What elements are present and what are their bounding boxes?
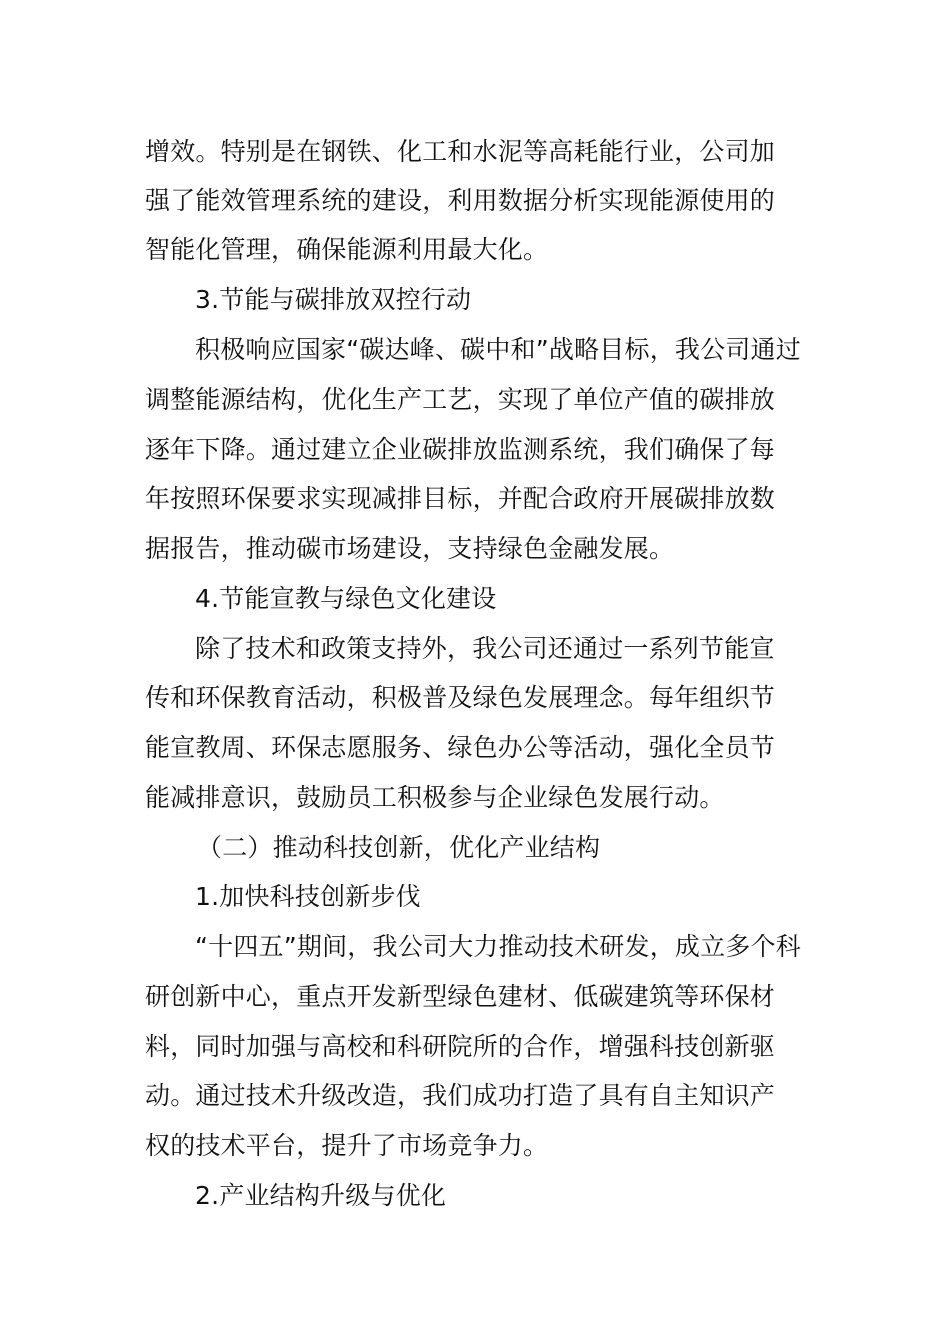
paragraph-line: 年按照环保要求实现减排目标，并配合政府开展碳排放数 (145, 484, 776, 513)
paragraph-line: 料，同时加强与高校和科研院所的合作，增强科技创新驱 (145, 1032, 776, 1061)
paragraph-line: 动。通过技术升级改造，我们成功打造了具有自主知识产 (145, 1081, 776, 1110)
paragraph-line: 智能化管理，确保能源利用最大化。 (145, 235, 549, 264)
paragraph-line: 传和环保教育活动，积极普及绿色发展理念。每年组织节 (145, 683, 776, 712)
paragraph-line: 研创新中心，重点开发新型绿色建材、低碳建筑等环保材 (145, 982, 776, 1011)
paragraph-line: 积极响应国家“碳达峰、碳中和”战略目标，我公司通过 (195, 335, 801, 364)
section-heading: 4.节能宣教与绿色文化建设 (195, 584, 497, 613)
paragraph-line: 能减排意识，鼓励员工积极参与企业绿色发展行动。 (145, 783, 725, 812)
paragraph-line: 权的技术平台，提升了市场竞争力。 (145, 1131, 549, 1160)
paragraph-line: “十四五”期间，我公司大力推动技术研发，成立多个科 (195, 932, 801, 961)
paragraph-line: 除了技术和政策支持外，我公司还通过一系列节能宣 (195, 634, 775, 663)
paragraph-line: 调整能源结构，优化生产工艺，实现了单位产值的碳排放 (145, 385, 776, 414)
paragraph-line: 能宣教周、环保志愿服务、绿色办公等活动，强化全员节 (145, 733, 776, 762)
paragraph-line: 逐年下降。通过建立企业碳排放监测系统，我们确保了每 (145, 435, 776, 464)
paragraph-line: 强了能效管理系统的建设，利用数据分析实现能源使用的 (145, 186, 776, 215)
paragraph-line: 据报告，推动碳市场建设，支持绿色金融发展。 (145, 534, 675, 563)
chapter-heading: （二）推动科技创新，优化产业结构 (197, 833, 601, 862)
paragraph-line: 增效。特别是在钢铁、化工和水泥等高耗能行业，公司加 (145, 137, 776, 166)
section-heading: 2.产业结构升级与优化 (195, 1181, 447, 1210)
section-heading: 1.加快科技创新步伐 (195, 882, 421, 911)
section-heading: 3.节能与碳排放双控行动 (195, 285, 472, 314)
